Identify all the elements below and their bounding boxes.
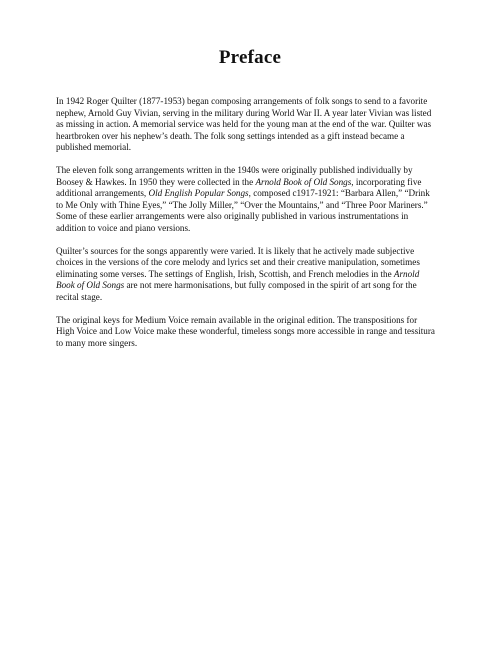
paragraph-line xyxy=(56,200,466,212)
italic-title-text: Book of Old Songs xyxy=(56,280,125,291)
text-run: recital stage. xyxy=(56,291,103,302)
text-run: choices in the versions of the core melody and lyrics set and their creative manipulation, sometimes xyxy=(56,257,420,268)
page-title: Preface xyxy=(218,47,282,68)
italic-title-text: Arnold Book of Old Songs xyxy=(255,176,352,187)
text-run: , composed c1917-1921: “Barbara Allen,” “Drink xyxy=(248,188,430,199)
paragraph-line xyxy=(56,188,466,200)
italic-title-text: Arnold xyxy=(393,268,420,279)
text-run: eliminating some verses. The settings of English, Irish, Scottish, and French melodies in the xyxy=(56,268,394,279)
text-run: Boosey & Hawkes. In 1950 they were collected in the xyxy=(56,176,256,187)
paragraph-line xyxy=(56,269,466,281)
paragraph-line xyxy=(56,108,466,120)
paragraph-line xyxy=(56,165,466,177)
text-run: heartbroken over his nephew’s death. The folk song settings intended as a gift instead became a xyxy=(56,130,405,141)
paragraph-line xyxy=(56,96,466,108)
text-run: The eleven folk song arrangements written in the 1940s were originally published individually by xyxy=(56,164,413,175)
text-run: are not mere harmonisations, but fully composed in the spirit of art song for the xyxy=(124,280,417,291)
preface-body xyxy=(56,96,466,360)
paragraph-line xyxy=(56,119,466,131)
paragraph-line xyxy=(56,142,466,154)
paragraph-line xyxy=(56,315,466,327)
text-run: addition to voice and piano versions. xyxy=(56,222,191,233)
text-run: to many more singers. xyxy=(56,337,138,348)
paragraph-2 xyxy=(56,165,466,235)
text-run: High Voice and Low Voice make these wonderful, timeless songs more accessible in range and tessitura xyxy=(56,326,435,337)
text-run: additional arrangements, xyxy=(56,188,149,199)
text-run: published memorial. xyxy=(56,142,132,153)
paragraph-line xyxy=(56,246,466,258)
text-run: The original keys for Medium Voice remain available in the original edition. The transpositions for xyxy=(56,314,418,325)
text-run: nephew, Arnold Guy Vivian, serving in the military during World War II. A year later Vivian was listed xyxy=(56,107,432,118)
paragraph-line xyxy=(56,280,466,292)
paragraph-line xyxy=(56,326,466,338)
paragraph-line xyxy=(56,177,466,189)
text-run: to Me Only with Thine Eyes,” “The Jolly Miller,” “Over the Mountains,” and “Three Poor Mariners.” xyxy=(56,199,428,210)
text-run: , incorporating five xyxy=(351,176,422,187)
paragraph-line xyxy=(56,338,466,350)
paragraph-line xyxy=(56,292,466,304)
paragraph-3 xyxy=(56,246,466,304)
paragraph-line xyxy=(56,131,466,143)
text-run: Quilter’s sources for the songs apparently were varied. It is likely that he actively made subjective xyxy=(56,245,415,256)
text-run: as missing in action. A memorial service was held for the young man at the end of the war. Quilter was xyxy=(56,119,432,130)
paragraph-line xyxy=(56,211,466,223)
italic-title-text: Old English Popular Songs xyxy=(148,188,249,199)
paragraph-1 xyxy=(56,96,466,154)
paragraph-line xyxy=(56,257,466,269)
text-run: In 1942 Roger Quilter (1877-1953) began composing arrangements of folk songs to send to a favorite xyxy=(56,96,428,106)
paragraph-line xyxy=(56,223,466,235)
text-run: Some of these earlier arrangements were also originally published in various instrumentations in xyxy=(56,211,409,222)
paragraph-4 xyxy=(56,315,466,350)
